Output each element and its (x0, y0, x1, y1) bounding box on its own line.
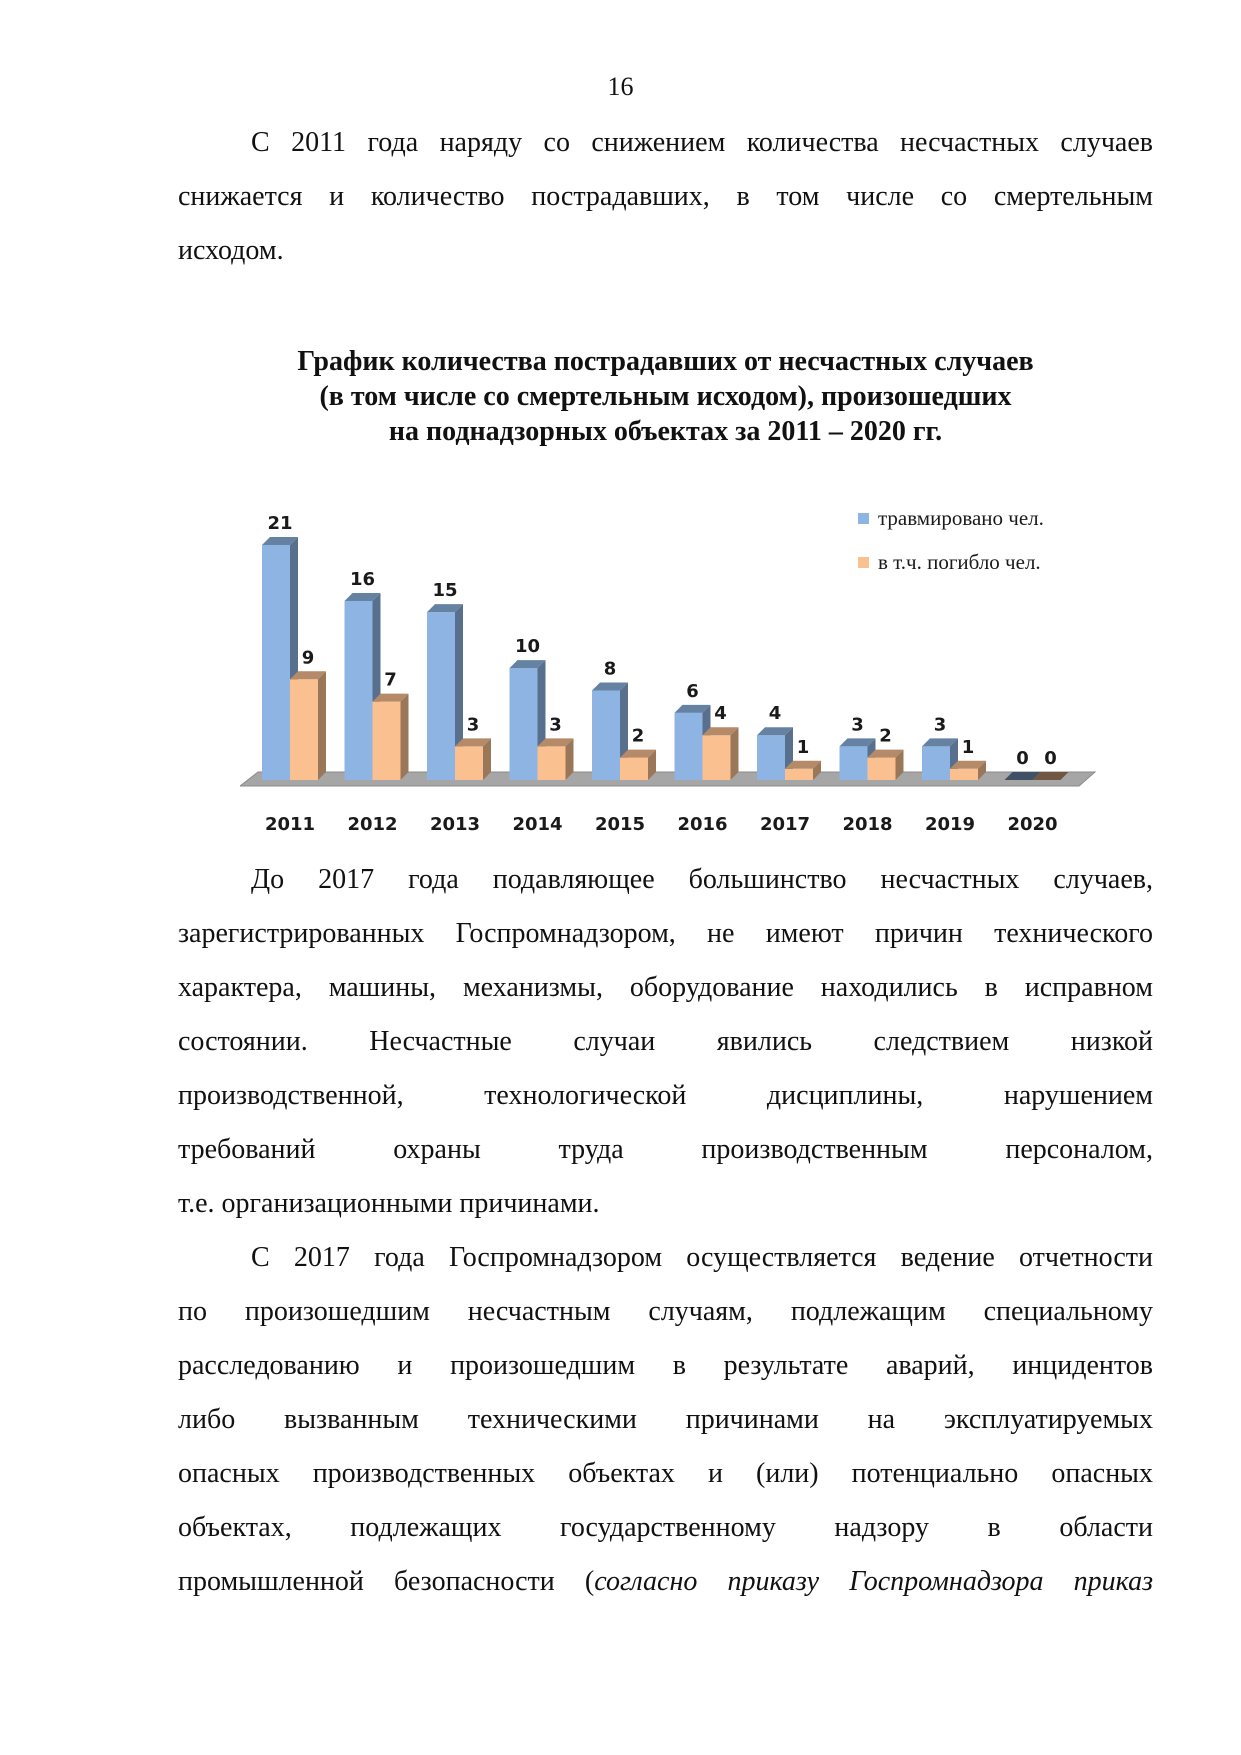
bar (427, 612, 455, 780)
data-label: 9 (301, 647, 315, 669)
data-label: 21 (267, 513, 293, 534)
bar (950, 769, 978, 780)
data-label: 6 (686, 680, 699, 702)
bar-side (731, 727, 739, 780)
intro-paragraph (178, 116, 1153, 278)
text-line: состоянии. Несчастные случаи явились следствием низкой (178, 1026, 1153, 1057)
x-tick-label: 2019 (924, 814, 976, 835)
data-label: 15 (432, 580, 458, 602)
text-line: по произошедшим несчастным случаям, подлежащим специальному (178, 1296, 1153, 1327)
text-italic: согласно приказу Госпромнадзора приказ (594, 1566, 1153, 1597)
data-label: 4 (714, 703, 727, 725)
page-number: 16 (607, 72, 634, 101)
text-line: т.е. организационными причинами. (178, 1188, 600, 1219)
data-label: 3 (549, 714, 562, 736)
bar (455, 746, 483, 780)
data-label: 3 (466, 714, 480, 736)
x-tick-label: 2011 (264, 814, 316, 835)
x-tick-label: 2014 (512, 814, 563, 835)
bar (703, 735, 731, 780)
legend-label: травмировано чел. (878, 506, 1044, 530)
data-label: 3 (933, 714, 947, 736)
bar (345, 601, 373, 780)
legend-label: в т.ч. погибло чел. (878, 550, 1041, 574)
data-label: 16 (349, 568, 376, 590)
x-tick-label: 2017 (759, 814, 811, 835)
bar (290, 679, 318, 780)
text-line: требований охраны труда производственным персоналом, (178, 1134, 1153, 1165)
bar (510, 668, 538, 780)
data-label: 0 (1044, 748, 1057, 769)
bar (620, 758, 648, 780)
chart-title-line: График количества пострадавших от несчастных случаев (297, 346, 1034, 377)
text-plain: промышленной безопасности ( (178, 1566, 595, 1597)
x-tick-label: 2020 (1007, 814, 1058, 835)
text-line: снижается и количество пострадавших, в том числе со смертельным (178, 181, 1153, 212)
text-line: производственной, технологической дисциплины, нарушением (178, 1080, 1153, 1111)
chart-title-line: (в том числе со смертельным исходом), произошедших (319, 381, 1012, 412)
text-line (178, 1555, 1153, 1609)
data-label: 4 (768, 703, 782, 725)
text-line: характера, машины, механизмы, оборудование находились в исправном (178, 972, 1153, 1003)
text-line: объектах, подлежащих государственному надзору в области (178, 1512, 1153, 1543)
bar (675, 713, 703, 780)
data-label: 8 (603, 658, 617, 680)
bar (262, 545, 290, 780)
injuries-bar-chart (240, 495, 1100, 840)
data-label: 7 (384, 669, 397, 691)
chart-title (178, 344, 1153, 449)
causes-paragraph (178, 853, 1153, 1231)
text-line: опасных производственных объектах и (или) потенциально опасных (178, 1458, 1153, 1489)
reporting-paragraph (178, 1231, 1153, 1609)
text-line: До 2017 года подавляющее большинство несчастных случаев, (251, 864, 1153, 895)
data-label: 2 (631, 725, 645, 747)
data-label: 1 (796, 736, 810, 758)
bar (538, 746, 566, 780)
bar (868, 758, 896, 780)
x-tick-label: 2012 (347, 814, 398, 835)
data-label: 10 (514, 636, 541, 658)
x-tick-label: 2013 (429, 814, 481, 835)
bar (840, 746, 868, 780)
text-line: С 2017 года Госпромнадзором осуществляется ведение отчетности (251, 1242, 1153, 1273)
x-tick-label: 2015 (594, 814, 646, 835)
data-label: 0 (1016, 748, 1029, 769)
chart-title-line: на поднадзорных объектах за 2011 – 2020 гг. (388, 416, 943, 447)
bar (592, 690, 620, 780)
data-label: 2 (879, 725, 892, 747)
x-tick-label: 2018 (842, 814, 893, 835)
legend-swatch (858, 557, 869, 568)
legend-swatch (858, 513, 869, 524)
text-line: исходом. (178, 235, 284, 266)
bar (785, 769, 813, 780)
text-line: С 2011 года наряду со снижением количества несчастных случаев (251, 127, 1153, 158)
bar (922, 746, 950, 780)
bar-side (401, 694, 409, 780)
data-label: 1 (961, 736, 975, 758)
data-label: 3 (851, 714, 864, 736)
text-line: зарегистрированных Госпромнадзором, не имеют причин технического (178, 918, 1153, 949)
x-tick-label: 2016 (677, 814, 728, 835)
bar (757, 735, 785, 780)
bar-side (318, 671, 326, 780)
text-line: либо вызванным техническими причинами на эксплуатируемых (178, 1404, 1153, 1435)
bar (373, 702, 401, 780)
text-line: расследованию и произошедшим в результате аварий, инцидентов (178, 1350, 1153, 1381)
